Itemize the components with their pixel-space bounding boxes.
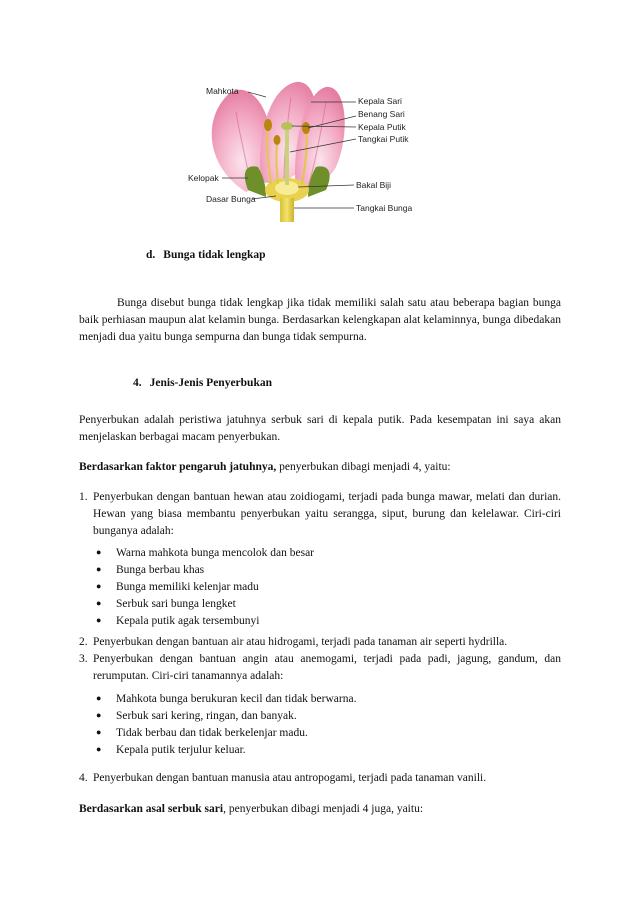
factor-rest: penyerbukan dibagi menjadi 4, yaitu: bbox=[276, 461, 451, 473]
heading-title: Jenis-Jenis Penyerbukan bbox=[149, 377, 272, 389]
bullet-list-hewan bbox=[96, 544, 314, 629]
label-benang-sari: Benang Sari bbox=[358, 109, 405, 119]
origin-line bbox=[79, 803, 423, 815]
heading-title: Bunga tidak lengkap bbox=[163, 249, 266, 261]
label-mahkota: Mahkota bbox=[206, 86, 239, 96]
list-item: ● Mahkota bunga berukuran kecil dan tidak berwarna. bbox=[96, 690, 356, 707]
list-item: ● Serbuk sari bunga lengket bbox=[96, 595, 314, 612]
list-item: ● Warna mahkota bunga mencolok dan besar bbox=[96, 544, 314, 561]
item-number: 4. bbox=[79, 772, 88, 784]
paragraph-bunga-tidak-lengkap bbox=[79, 295, 561, 346]
bullet-icon: ● bbox=[96, 744, 102, 754]
label-tangkai-putik: Tangkai Putik bbox=[358, 134, 409, 144]
label-tangkai-bunga: Tangkai Bunga bbox=[356, 203, 413, 213]
bullet-icon: ● bbox=[96, 693, 102, 703]
bullet-icon: ● bbox=[96, 564, 102, 574]
origin-rest: , penyerbukan dibagi menjadi 4 juga, yaitu: bbox=[223, 803, 424, 815]
item-text: Penyerbukan dengan bantuan air atau hidrogami, terjadi pada tanaman air seperti hydrilla. bbox=[93, 636, 508, 648]
item-text: Penyerbukan dengan bantuan hewan atau zoidiogami, terjadi pada bunga mawar, melati dan durian. Hewan yang biasa membantu penyerbukan yaitu serangga, siput, burung dan kelelawar. Ciri-ciri bunganya adalah: bbox=[93, 491, 561, 537]
heading-number: d. bbox=[146, 249, 156, 261]
label-kepala-putik: Kepala Putik bbox=[358, 122, 406, 132]
flower-diagram bbox=[186, 72, 456, 222]
item-number: 3. bbox=[79, 653, 88, 665]
heading-jenis-penyerbukan bbox=[133, 377, 272, 389]
origin-bold: Berdasarkan asal serbuk sari bbox=[79, 803, 224, 815]
list-item-2 bbox=[79, 634, 561, 651]
bullet-icon: ● bbox=[96, 727, 102, 737]
list-item-4 bbox=[79, 770, 561, 787]
label-bakal-biji: Bakal Biji bbox=[356, 180, 391, 190]
label-kelopak: Kelopak bbox=[188, 173, 219, 183]
list-item: ● Kepala putik terjulur keluar. bbox=[96, 741, 356, 758]
label-kepala-sari: Kepala Sari bbox=[358, 96, 402, 106]
list-item: ● Kepala putik agak tersembunyi bbox=[96, 612, 314, 629]
list-item-3 bbox=[79, 651, 561, 685]
heading-bunga-tidak-lengkap bbox=[146, 249, 266, 261]
list-item: ● Bunga berbau khas bbox=[96, 561, 314, 578]
heading-number: 4. bbox=[133, 377, 142, 389]
list-item-1 bbox=[79, 489, 561, 540]
bullet-icon: ● bbox=[96, 547, 102, 557]
bullet-icon: ● bbox=[96, 598, 102, 608]
paragraph-intro: Penyerbukan adalah peristiwa jatuhnya serbuk sari di kepala putik. Pada kesempatan ini saya akan menjelaskan berbagai macam penyerbukan. bbox=[79, 414, 561, 443]
list-item: ● Tidak berbau dan tidak berkelenjar madu. bbox=[96, 724, 356, 741]
factor-line bbox=[79, 461, 451, 473]
item-text: Penyerbukan dengan bantuan angin atau anemogami, terjadi pada padi, jagung, gandum, dan rerumputan. Ciri-ciri tanamannya adalah: bbox=[93, 653, 561, 682]
item-text: Penyerbukan dengan bantuan manusia atau antropogami, terjadi pada tanaman vanili. bbox=[93, 772, 487, 784]
item-number: 2. bbox=[79, 636, 88, 648]
list-item: ● Serbuk sari kering, ringan, dan banyak. bbox=[96, 707, 356, 724]
list-item: ● Bunga memiliki kelenjar madu bbox=[96, 578, 314, 595]
factor-bold: Berdasarkan faktor pengaruh jatuhnya, bbox=[79, 461, 277, 473]
bullet-icon: ● bbox=[96, 615, 102, 625]
bullet-list-angin bbox=[96, 690, 356, 758]
label-dasar-bunga: Dasar Bunga bbox=[206, 194, 256, 204]
bullet-icon: ● bbox=[96, 710, 102, 720]
item-number: 1. bbox=[79, 491, 88, 503]
bullet-icon: ● bbox=[96, 581, 102, 591]
paragraph-text: Bunga disebut bunga tidak lengkap jika tidak memiliki salah satu atau beberapa bagian bunga baik perhiasan maupun alat kelamin bunga. Berdasarkan kelengkapan alat kelaminnya, bunga dibedakan menjadi dua yaitu bunga sempurna dan bunga tidak sempurna. bbox=[79, 297, 561, 343]
